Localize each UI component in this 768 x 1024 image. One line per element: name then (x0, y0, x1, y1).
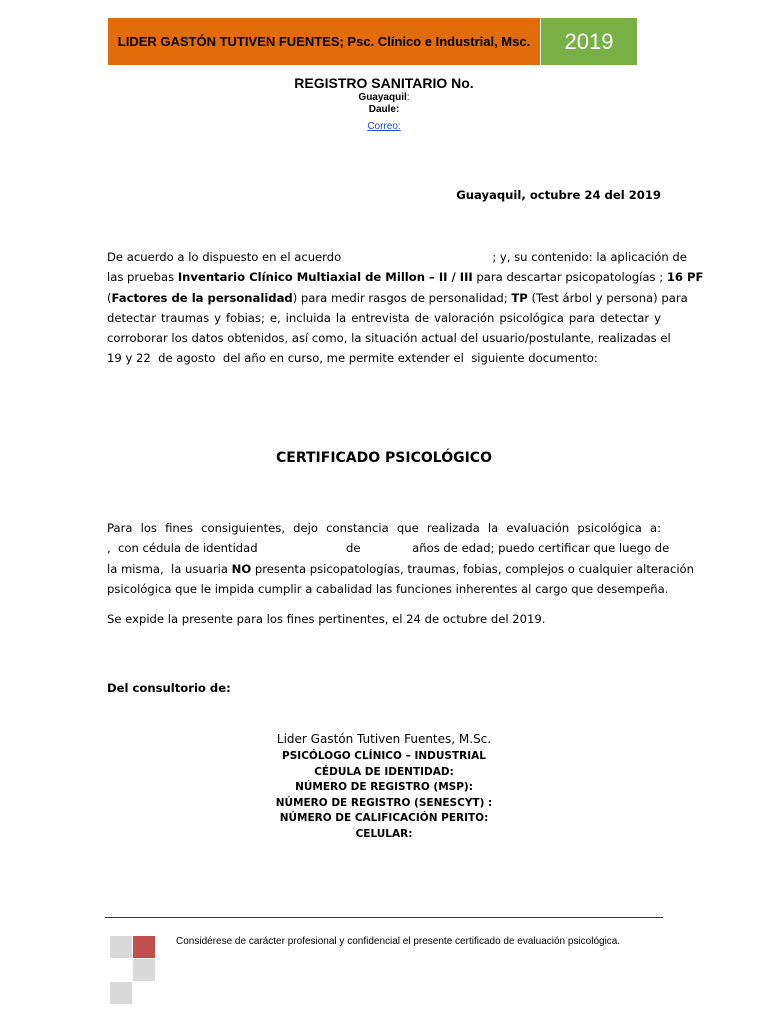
footer-divider (105, 917, 663, 918)
signature-line: NÚMERO DE CALIFICACIÓN PERITO: (279, 812, 489, 825)
header-year-box (541, 18, 637, 65)
paragraph-line (107, 559, 694, 579)
text-run: ; y, su contenido: la aplicación de (492, 250, 687, 264)
intro-paragraph (107, 247, 704, 369)
text-run: 19 y 22 de agosto del año en curso, me permite extender el siguiente documento: (107, 351, 598, 366)
paragraph-line (107, 328, 671, 348)
text-run: psicológica que le impida cumplir a cabalidad las funciones inherentes al cargo que desempeña. (107, 581, 669, 596)
footer-square-red (133, 936, 155, 958)
bold-text: Inventario Clínico Multiaxial de Millon – II / III (177, 270, 473, 285)
letter-date: Guayaquil, octubre 24 del 2019 (456, 188, 661, 202)
signature-line: PSICÓLOGO CLÍNICO – INDUSTRIAL (282, 750, 486, 762)
footer-square-gray-3 (110, 982, 132, 1004)
paragraph-line (107, 247, 687, 267)
paragraph-line (107, 518, 661, 538)
header-year-text: 2019 (564, 28, 614, 54)
office-label: Del consultorio de: (107, 681, 231, 695)
text-run: detectar traumas y fobias; e, incluida la entrevista de valoración psicológica para detectar y (107, 310, 661, 325)
text-run: Para los fines consiguientes, dejo constancia que realizada la evaluación psicológica a: (107, 521, 661, 535)
paragraph-line (107, 538, 670, 558)
registry-daule: Daule: (368, 104, 400, 115)
text-run: para descartar psicopatologías ; (472, 270, 667, 285)
paragraph-line (107, 267, 704, 287)
registry-email-link[interactable]: Correo: (367, 121, 401, 132)
signature-name: Lider Gastón Tutiven Fuentes, M.Sc. (276, 732, 492, 746)
footer-text: Considérese de carácter profesional y confidencial el presente certificado de evaluación psicológica. (176, 936, 621, 947)
text-run: ) para medir rasgos de personalidad; (292, 290, 512, 305)
bold-text: 16 PF (666, 270, 704, 285)
signature-block (0, 749, 768, 843)
registry-title: REGISTRO SANITARIO No. (294, 75, 474, 91)
bold-text: Factores de la personalidad (111, 290, 293, 305)
registry-city (0, 92, 768, 103)
registry-email-row (0, 116, 768, 134)
header-author-text: LIDER GASTÓN TUTIVEN FUENTES; Psc. Clínico e Industrial, Msc. (117, 34, 531, 49)
bold-text: TP (511, 290, 528, 305)
text-run: presenta psicopatologías, traumas, fobias, complejos o cualquier alteración (251, 561, 694, 576)
text-run: ( (107, 290, 112, 305)
signature-line: CELULAR: (355, 827, 413, 840)
footer-square-white (110, 959, 132, 981)
text-run: las pruebas (107, 270, 178, 285)
paragraph-line (107, 288, 688, 308)
bold-text: NO (231, 561, 252, 576)
text-run: De acuerdo a lo dispuesto en el acuerdo (107, 250, 342, 264)
signature-line: NÚMERO DE REGISTRO (MSP): (295, 781, 473, 794)
text-run: corroborar los datos obtenidos, así como, la situación actual del usuario/postulante, realizadas el (107, 331, 671, 346)
signature-line: CÉDULA DE IDENTIDAD: (314, 765, 454, 778)
header-author-bar (108, 18, 540, 65)
text-run: , con cédula de identidad de años de edad; puedo certificar que luego de (107, 541, 670, 556)
issue-line: Se expide la presente para los fines pertinentes, el 24 de octubre del 2019. (107, 612, 546, 626)
footer-square-gray-1 (110, 936, 132, 958)
registry-city-label: Guayaquil (358, 92, 407, 103)
paragraph-line (107, 308, 661, 328)
text-run: (Test árbol y persona) para (527, 290, 688, 305)
registry-city-colon: : (406, 92, 410, 103)
footer-square-gray-2 (133, 959, 155, 981)
paragraph-line (107, 348, 661, 368)
certificate-title: CERTIFICADO PSICOLÓGICO (276, 450, 492, 466)
signature-line: NÚMERO DE REGISTRO (SENESCYT) : (275, 796, 493, 809)
certificate-paragraph (107, 518, 694, 599)
paragraph-line (107, 579, 669, 599)
text-run: la misma, la usuaria (107, 561, 232, 576)
text-run (341, 250, 492, 264)
